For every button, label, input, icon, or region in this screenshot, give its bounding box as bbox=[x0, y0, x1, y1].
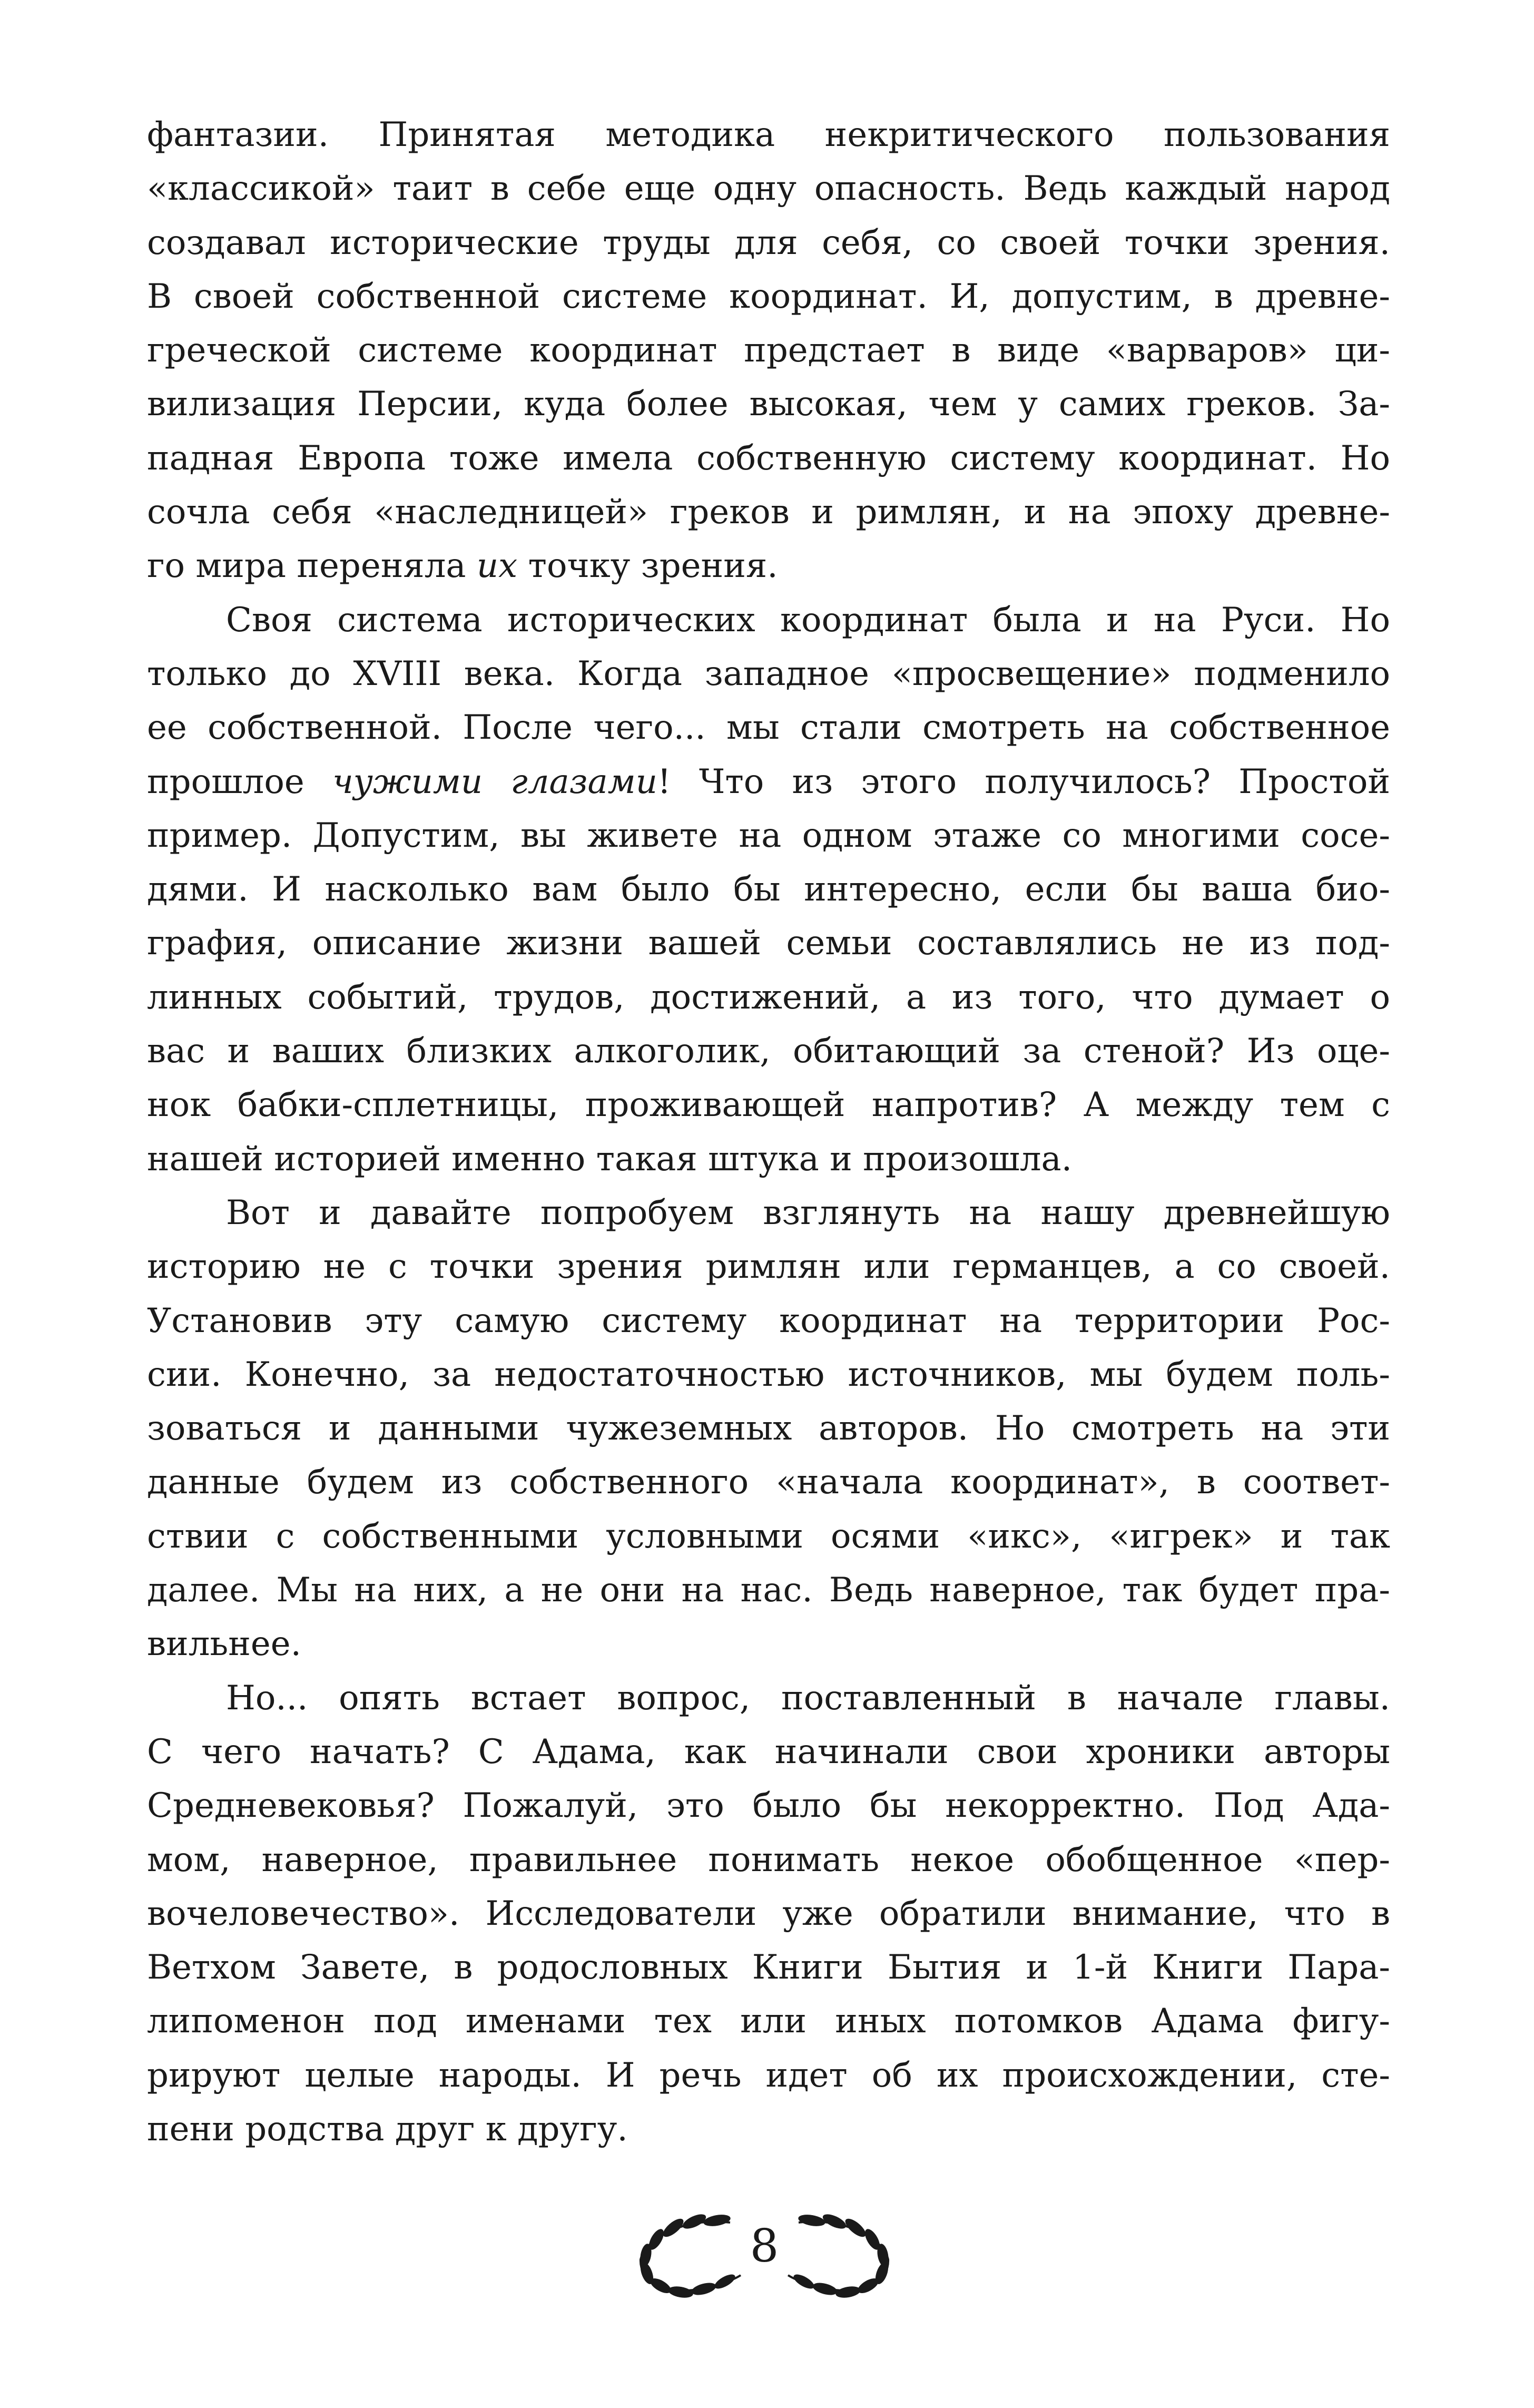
text-line bbox=[147, 1887, 1390, 1941]
text-line bbox=[147, 1510, 1390, 1563]
italic-text: чужими глазами bbox=[332, 762, 657, 801]
text-line bbox=[147, 1563, 1390, 1617]
text-line bbox=[147, 1024, 1390, 1078]
text-line bbox=[147, 1833, 1390, 1887]
text-line bbox=[147, 485, 1390, 539]
italic-text: их bbox=[476, 546, 518, 586]
text-line bbox=[147, 863, 1390, 916]
text-run: дями. И насколько вам было бы интересно, если бы ваша био- bbox=[147, 870, 1390, 909]
text-line bbox=[147, 1294, 1390, 1348]
text-run: «классикой» таит в себе еще одну опасность. Ведь каждый народ bbox=[147, 169, 1390, 209]
text-line bbox=[147, 755, 1390, 809]
text-line bbox=[147, 1725, 1390, 1779]
text-run: Средневековья? Пожалуй, это было бы некорректно. Под Ада- bbox=[147, 1786, 1390, 1826]
text-run: далее. Мы на них, а не они на нас. Ведь наверное, так будет пра- bbox=[147, 1571, 1390, 1610]
text-line bbox=[147, 108, 1390, 162]
text-run: падная Европа тоже имела собственную систему координат. Но bbox=[147, 438, 1390, 478]
page-number: 8 bbox=[750, 2220, 779, 2273]
text-run: только до XVIII века. Когда западное «просвещение» подменило bbox=[147, 654, 1390, 693]
text-run: ! Что из этого получилось? Простой bbox=[657, 762, 1391, 801]
text-run: нашей историей именно такая штука и произошла. bbox=[147, 1139, 1073, 1179]
text-line bbox=[147, 1617, 1390, 1671]
text-run: вильнее. bbox=[147, 1624, 301, 1664]
text-run: Вот и давайте попробуем взглянуть на нашу древнейшую bbox=[226, 1193, 1390, 1232]
text-line bbox=[147, 270, 1390, 324]
text-run: сии. Конечно, за недостаточностью источников, мы будем поль- bbox=[147, 1355, 1390, 1394]
text-run: вилизация Персии, куда более высокая, чем у самих греков. За- bbox=[147, 385, 1390, 424]
text-run: зоваться и данными чужеземных авторов. Но смотреть на эти bbox=[147, 1409, 1390, 1448]
text-run: вас и ваших близких алкоголик, обитающий за стеной? Из оце- bbox=[147, 1032, 1390, 1071]
text-run: историю не с точки зрения римлян или германцев, а со своей. bbox=[147, 1247, 1390, 1287]
text-run: сочла себя «наследницей» греков и римлян, и на эпоху древне- bbox=[147, 493, 1390, 532]
text-line bbox=[147, 539, 1390, 593]
text-line bbox=[147, 377, 1390, 431]
text-line bbox=[147, 916, 1390, 970]
text-line bbox=[147, 1240, 1390, 1294]
text-run: Установив эту самую систему координат на территории Рос- bbox=[147, 1301, 1390, 1340]
text-line bbox=[147, 432, 1390, 485]
text-run: С чего начать? С Адама, как начинали свои хроники авторы bbox=[147, 1732, 1390, 1771]
text-line bbox=[147, 1994, 1390, 2048]
text-run: нок бабки-сплетницы, проживающей напротив? А между тем с bbox=[147, 1085, 1390, 1125]
text-run: графия, описание жизни вашей семьи составлялись не из под- bbox=[147, 924, 1390, 963]
paragraph bbox=[147, 593, 1390, 1186]
text-run: пени родства друг к другу. bbox=[147, 2109, 628, 2149]
text-line bbox=[147, 324, 1390, 377]
text-line bbox=[147, 593, 1390, 647]
text-run: фантазии. Принятая методика некритического пользования bbox=[147, 115, 1390, 154]
text-run: вочеловечество». Исследователи уже обратили внимание, что в bbox=[147, 1894, 1390, 1933]
text-line bbox=[147, 1455, 1390, 1509]
page-footer bbox=[625, 2201, 904, 2307]
text-run: ствии с собственными условными осями «икс», «игрек» и так bbox=[147, 1516, 1390, 1556]
text-run: прошлое bbox=[147, 762, 332, 801]
text-line bbox=[147, 2102, 1390, 2156]
paragraph bbox=[147, 1671, 1390, 2157]
text-line bbox=[147, 2049, 1390, 2102]
paragraph bbox=[147, 108, 1390, 593]
text-run: липоменон под именами тех или иных потомков Адама фигу- bbox=[147, 2002, 1390, 2041]
text-run: В своей собственной системе координат. И, допустим, в древне- bbox=[147, 277, 1390, 316]
text-run: го мира переняла bbox=[147, 546, 477, 586]
text-run: создавал исторические труды для себя, со своей точки зрения. bbox=[147, 223, 1390, 262]
text-line bbox=[147, 1402, 1390, 1455]
text-line bbox=[147, 1671, 1390, 1725]
text-run: данные будем из собственного «начала координат», в соответ- bbox=[147, 1463, 1390, 1502]
text-run: ее собственной. После чего... мы стали смотреть на собственное bbox=[147, 708, 1390, 748]
text-run: Но... опять встает вопрос, поставленный в начале главы. bbox=[226, 1678, 1390, 1718]
text-run: греческой системе координат предстает в виде «варваров» ци- bbox=[147, 331, 1390, 370]
text-line bbox=[147, 1132, 1390, 1186]
text-run: линных событий, трудов, достижений, а из того, что думает о bbox=[147, 977, 1390, 1017]
text-line bbox=[147, 216, 1390, 270]
text-run: мом, наверное, правильнее понимать некое обобщенное «пер- bbox=[147, 1840, 1390, 1880]
text-line bbox=[147, 1186, 1390, 1240]
text-line bbox=[147, 647, 1390, 701]
text-line bbox=[147, 1078, 1390, 1132]
text-line bbox=[147, 809, 1390, 863]
text-line bbox=[147, 1941, 1390, 1994]
text-line bbox=[147, 701, 1390, 755]
text-run: Своя система исторических координат была и на Руси. Но bbox=[226, 600, 1390, 640]
text-run: пример. Допустим, вы живете на одном этаже со многими сосе- bbox=[147, 816, 1390, 855]
text-line bbox=[147, 971, 1390, 1024]
text-line bbox=[147, 1779, 1390, 1833]
paragraph bbox=[147, 1186, 1390, 1671]
body-text bbox=[147, 108, 1390, 2156]
text-run: точку зрения. bbox=[517, 546, 778, 586]
text-run: рируют целые народы. И речь идет об их происхождении, сте- bbox=[147, 2055, 1390, 2095]
text-line bbox=[147, 1348, 1390, 1402]
text-run: Ветхом Завете, в родословных Книги Бытия и 1-й Книги Пара- bbox=[147, 1948, 1390, 1988]
text-line bbox=[147, 162, 1390, 216]
